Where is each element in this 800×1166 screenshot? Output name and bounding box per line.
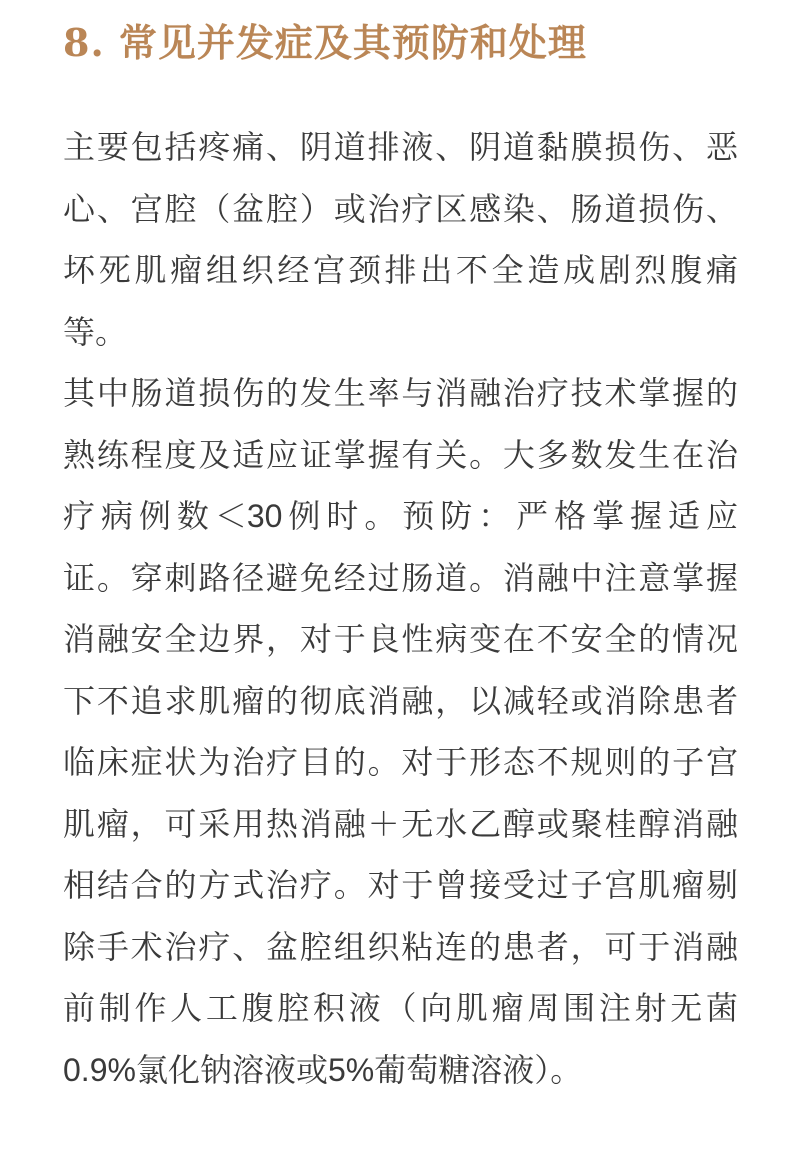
text-line: 等。: [63, 313, 128, 350]
paragraph: [63, 363, 738, 1101]
text-line: 肌瘤，可采用热消融＋无水乙醇或聚桂醇消融: [63, 805, 738, 842]
text-line: 主要包括疼痛、阴道排液、阴道黏膜损伤、恶: [63, 129, 738, 165]
text-line: 其中肠道损伤的发生率与消融治疗技术掌握的: [63, 375, 738, 411]
text-line: 疗病例数＜30例时。预防：严格掌握适应: [63, 498, 738, 534]
text-line: 相结合的方式治疗。对于曾接受过子宫肌瘤剔: [63, 867, 738, 903]
text-line: 心、宫腔（盆腔）或治疗区感染、肠道损伤、: [63, 190, 738, 227]
text-line: 证。穿刺路径避免经过肠道。消融中注意掌握: [63, 559, 738, 596]
text-line: 前制作人工腹腔积液（向肌瘤周围注射无菌: [63, 990, 738, 1026]
text-line: 熟练程度及适应证掌握有关。大多数发生在治: [63, 436, 738, 473]
text-line: 临床症状为治疗目的。对于形态不规则的子宫: [63, 744, 738, 780]
text-line: 下不追求肌瘤的彻底消融，以减轻或消除患者: [63, 682, 738, 719]
paragraph: [63, 117, 738, 363]
text-line: 坏死肌瘤组织经宫颈排出不全造成剧烈腹痛: [63, 252, 738, 288]
text-line: 除手术治疗、盆腔组织粘连的患者，可于消融: [63, 928, 738, 965]
text-line: 0.9%氯化钠溶液或5%葡萄糖溶液）。: [63, 1051, 583, 1088]
text-line: 消融安全边界，对于良性病变在不安全的情况: [63, 621, 738, 657]
article-body: [63, 117, 738, 1101]
section-heading: 8. 常见并发症及其预防和处理: [63, 20, 587, 65]
